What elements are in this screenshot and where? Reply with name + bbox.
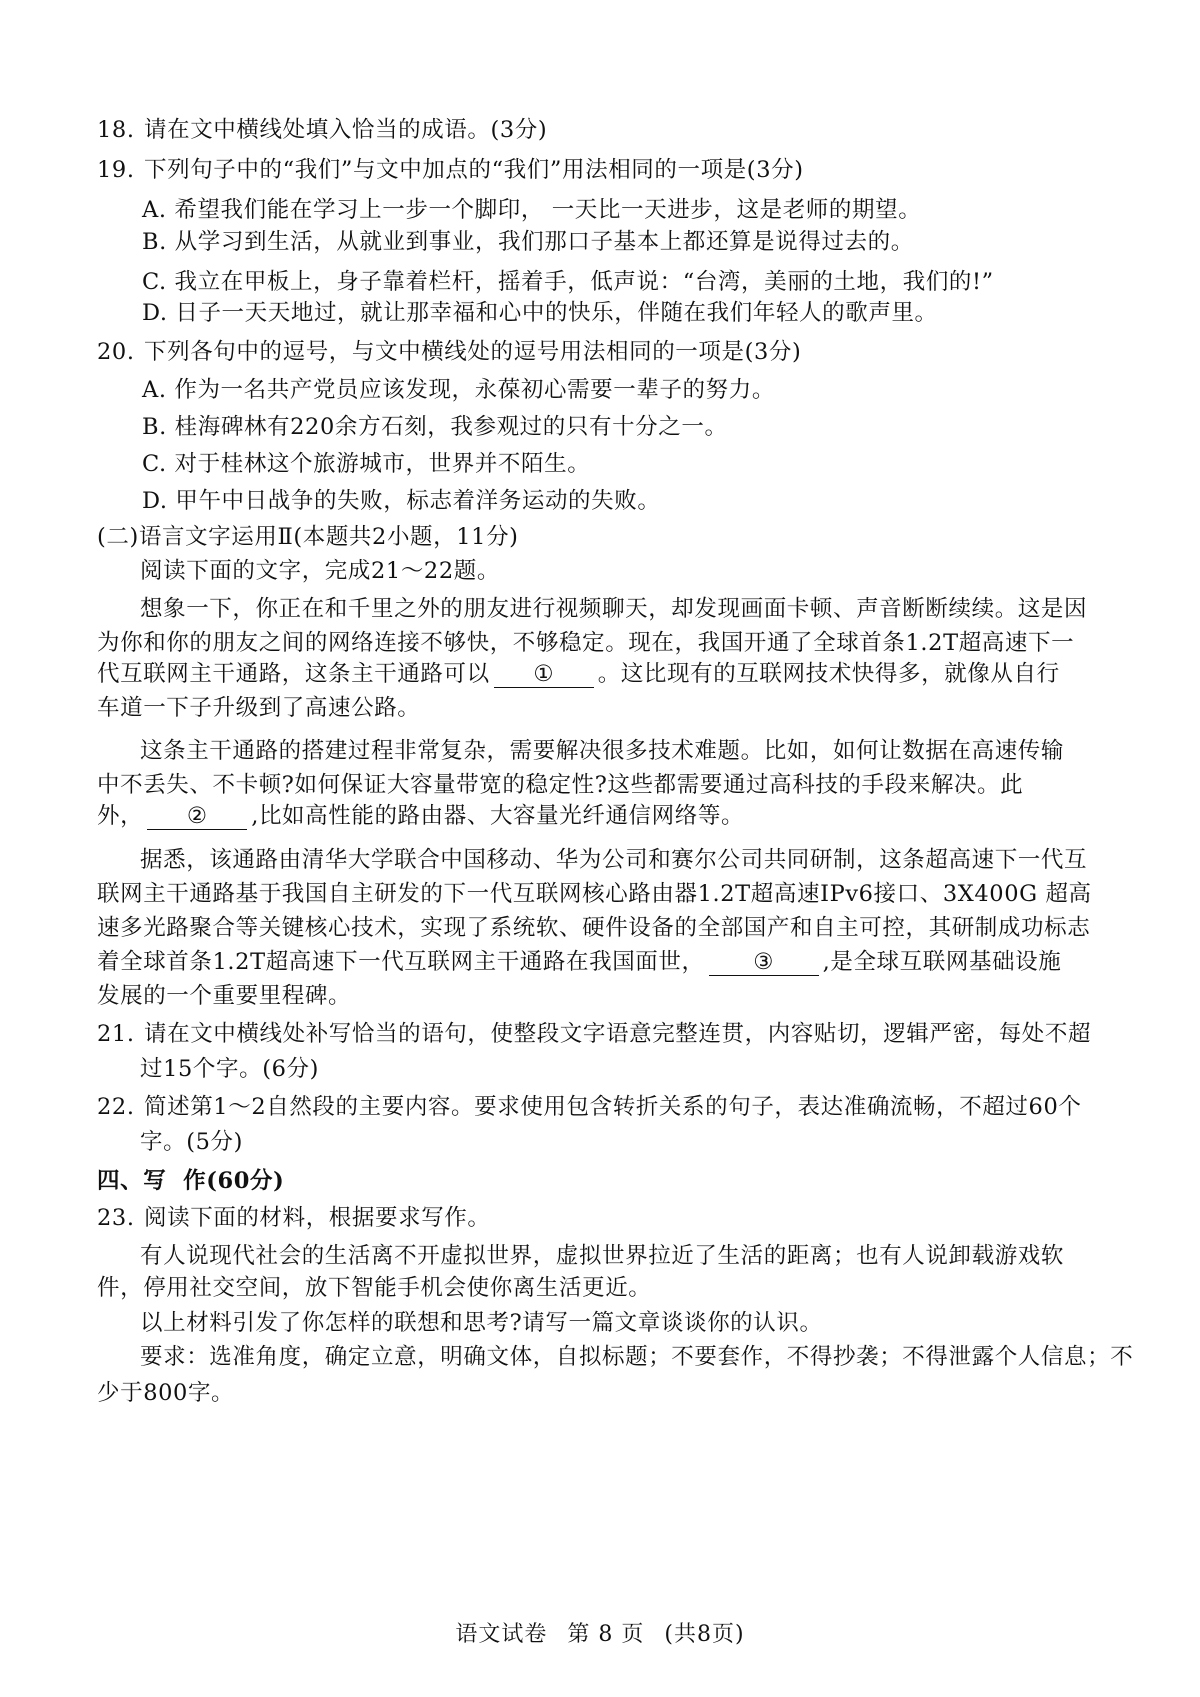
- section-2-instruction: 阅读下面的文字，完成21～22题。: [140, 558, 500, 584]
- question-19: [97, 154, 804, 186]
- passage-line: 为你和你的朋友之间的网络连接不够快，不够稳定。现在，我国开通了全球首条1.2T超高速下一: [97, 630, 1075, 656]
- footer-page: 第 8 页: [567, 1622, 645, 1647]
- requirements-line: 要求：选准角度，确定立意，明确文体，自拟标题；不要套作，不得抄袭；不得泄露个人信息；不: [140, 1344, 1134, 1370]
- blank-3: ③: [709, 949, 819, 976]
- q19-option-c: C. 我立在甲板上，身子靠着栏杆，摇着手，低声说：“台湾，美丽的土地，我们的!”: [142, 269, 994, 295]
- section-4-title: 四、写 作(60分): [97, 1168, 285, 1194]
- question-22: [97, 1091, 1081, 1123]
- passage-line: 车道一下子升级到了高速公路。: [97, 695, 421, 721]
- q19-option-d: D. 日子一天天地过，就让那幸福和心中的快乐，伴随在我们年轻人的歌声里。: [142, 300, 938, 326]
- question-21: [97, 1018, 1091, 1050]
- footer-total: (共8页): [664, 1622, 745, 1647]
- passage-line: 外， ② ,比如高性能的路由器、大容量光纤通信网络等。: [97, 803, 745, 829]
- question-18: [97, 114, 547, 146]
- blank-1: ①: [494, 661, 594, 688]
- passage-line: 代互联网主干通路，这条主干通路可以 ① 。这比现有的互联网技术快得多，就像从自行: [97, 661, 1060, 687]
- page-footer: [0, 1617, 1200, 1648]
- material-line: 件，停用社交空间，放下智能手机会使你离生活更近。: [97, 1275, 652, 1301]
- q19-option-b: B. 从学习到生活，从就业到事业，我们那口子基本上都还算是说得过去的。: [142, 229, 914, 255]
- question-number: 19.: [97, 157, 135, 183]
- q19-option-a: A. 希望我们能在学习上一步一个脚印， 一天比一天进步，这是老师的期望。: [142, 197, 922, 223]
- question-20: [97, 336, 801, 368]
- q20-option-a: A. 作为一名共产党员应该发现，永葆初心需要一辈子的努力。: [142, 377, 775, 403]
- question-text: 请在文中横线处补写恰当的语句，使整段文字语意完整连贯，内容贴切，逻辑严密，每处不超: [144, 1021, 1092, 1047]
- section-2-title: (二)语言文字运用Ⅱ(本题共2小题，11分): [97, 524, 519, 550]
- question-text: 请在文中横线处填入恰当的成语。(3分): [144, 117, 548, 143]
- writing-prompt: 以上材料引发了你怎样的联想和思考?请写一篇文章谈谈你的认识。: [140, 1310, 823, 1336]
- passage-line: 中不丢失、不卡顿?如何保证大容量带宽的稳定性?这些都需要通过高科技的手段来解决。此: [97, 772, 1024, 798]
- footer-subject: 语文试卷: [455, 1622, 548, 1647]
- passage-line: 想象一下，你正在和千里之外的朋友进行视频聊天，却发现画面卡顿、声音断断续续。这是因: [140, 596, 1088, 622]
- passage-line: 发展的一个重要里程碑。: [97, 983, 352, 1009]
- question-text: 阅读下面的材料，根据要求写作。: [144, 1205, 491, 1231]
- question-number: 23.: [97, 1205, 135, 1231]
- passage-line: 着全球首条1.2T超高速下一代互联网主干通路在我国面世， ③ ,是全球互联网基础设施: [97, 949, 1062, 975]
- passage-line: 速多光路聚合等关键核心技术，实现了系统软、硬件设备的全部国产和自主可控，其研制成功标志: [97, 915, 1091, 941]
- question-text: 下列句子中的“我们”与文中加点的“我们”用法相同的一项是(3分): [144, 157, 804, 183]
- question-22-cont: 字。(5分): [140, 1129, 243, 1155]
- passage-line: 联网主干通路基于我国自主研发的下一代互联网核心路由器1.2T超高速IPv6接口、3X400G 超高: [97, 881, 1092, 907]
- question-23: [97, 1202, 491, 1234]
- q20-option-d: D. 甲午中日战争的失败，标志着洋务运动的失败。: [142, 488, 661, 514]
- passage-line: 据悉，该通路由清华大学联合中国移动、华为公司和赛尔公司共同研制，这条超高速下一代互: [140, 847, 1088, 873]
- passage-line: 这条主干通路的搭建过程非常复杂，需要解决很多技术难题。比如，如何让数据在高速传输: [140, 738, 1065, 764]
- question-21-cont: 过15个字。(6分): [140, 1056, 320, 1082]
- question-number: 22.: [97, 1094, 135, 1120]
- question-text: 下列各句中的逗号，与文中横线处的逗号用法相同的一项是(3分): [144, 339, 802, 365]
- question-text: 简述第1～2自然段的主要内容。要求使用包含转折关系的句子，表达准确流畅，不超过60个: [144, 1094, 1082, 1120]
- blank-2: ②: [147, 803, 247, 830]
- question-number: 21.: [97, 1021, 135, 1047]
- question-number: 20.: [97, 339, 135, 365]
- question-number: 18.: [97, 117, 135, 143]
- q20-option-b: B. 桂海碑林有220余方石刻，我参观过的只有十分之一。: [142, 414, 728, 440]
- q20-option-c: C. 对于桂林这个旅游城市，世界并不陌生。: [142, 451, 591, 477]
- material-line: 有人说现代社会的生活离不开虚拟世界，虚拟世界拉近了生活的距离；也有人说卸载游戏软: [140, 1243, 1065, 1269]
- requirements-line: 少于800字。: [97, 1380, 235, 1406]
